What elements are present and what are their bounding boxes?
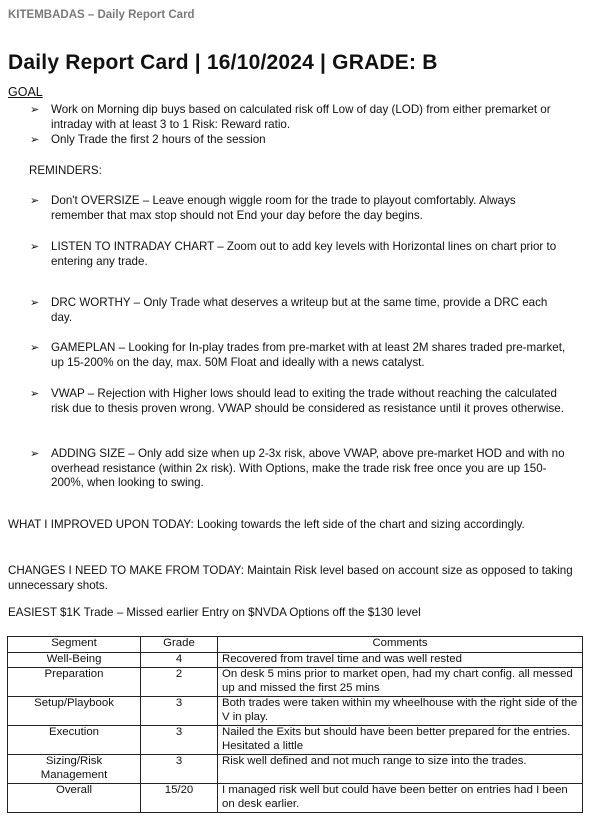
table-row — [8, 726, 583, 755]
segment-cell: Preparation — [8, 668, 141, 697]
document-header: KITEMBADAS – Daily Report Card — [8, 9, 195, 21]
table-row — [8, 668, 583, 697]
reminder-text: VWAP – Rejection with Higher lows should lead to exiting the trade without reaching the calculated risk due to thesis proven wrong. VWAP should be considered as resistance until it proves otherwise. — [51, 387, 564, 415]
easiest-trade: EASIEST $1K Trade – Missed earlier Entry on $NVDA Options off the $130 level — [8, 606, 421, 619]
arrow-bullet-icon: ➢ — [30, 297, 40, 309]
page-title: Daily Report Card | 16/10/2024 | GRADE: B — [8, 51, 438, 74]
grade-table — [7, 636, 583, 813]
goal-text: Only Trade the first 2 hours of the session — [51, 133, 266, 146]
arrow-bullet-icon: ➢ — [30, 241, 40, 253]
arrow-bullet-icon: ➢ — [30, 134, 40, 146]
reminder-text: ADDING SIZE – Only add size when up 2-3x risk, above VWAP, above pre-market HOD and with no overhead resistance (within 2x risk). With Options, make the trade risk free once you are up 150-200%, when looking to swing. — [51, 447, 565, 489]
reminder-text: GAMEPLAN – Looking for In-play trades from pre-market with at least 2M shares traded pre-market, up 15-200% on the day, max. 50M Float and ideally with a news catalyst. — [51, 341, 566, 369]
reminder-item — [30, 387, 570, 416]
reminders-heading: REMINDERS: — [29, 164, 102, 177]
goal-heading: GOAL — [8, 85, 43, 99]
reminder-item — [30, 341, 570, 370]
arrow-bullet-icon: ➢ — [30, 448, 40, 460]
grade-cell: 3 — [141, 697, 218, 726]
segment-cell: Execution — [8, 726, 141, 755]
column-header: Segment — [8, 637, 141, 653]
segment-cell: Setup/Playbook — [8, 697, 141, 726]
grade-cell: 2 — [141, 668, 218, 697]
table-header-row — [8, 637, 583, 653]
reminder-text: Don't OVERSIZE – Leave enough wiggle room for the trade to playout comfortably. Always remember that max stop should not End your day before the day begins. — [51, 194, 516, 222]
column-header: Grade — [141, 637, 218, 653]
segment-cell: Well-Being — [8, 652, 141, 668]
goal-item — [30, 103, 570, 132]
comment-cell: I managed risk well but could have been better on entries had I been on desk earlier. — [218, 784, 583, 813]
table-row — [8, 652, 583, 668]
segment-cell: Overall — [8, 784, 141, 813]
table-row — [8, 697, 583, 726]
comment-cell: On desk 5 mins prior to market open, had my chart config. all messed up and missed the first 25 mins — [218, 668, 583, 697]
grade-cell: 3 — [141, 755, 218, 784]
column-header: Comments — [218, 637, 583, 653]
table-row — [8, 784, 583, 813]
improved-today: WHAT I IMPROVED UPON TODAY: Looking towards the left side of the chart and sizing accordingly. — [8, 518, 525, 531]
comment-cell: Recovered from travel time and was well rested — [218, 652, 583, 668]
changes-needed: CHANGES I NEED TO MAKE FROM TODAY: Maintain Risk level based on account size as opposed to taking unnecessary shots. — [8, 564, 573, 592]
reminder-text: LISTEN TO INTRADAY CHART – Zoom out to add key levels with Horizontal lines on chart prior to entering any trade. — [51, 240, 557, 268]
grade-cell: 3 — [141, 726, 218, 755]
table-row — [8, 755, 583, 784]
arrow-bullet-icon: ➢ — [30, 104, 40, 116]
comment-cell: Both trades were taken within my wheelhouse with the right side of the V in play. — [218, 697, 583, 726]
arrow-bullet-icon: ➢ — [30, 195, 40, 207]
grade-cell: 15/20 — [141, 784, 218, 813]
goal-text: Work on Morning dip buys based on calculated risk off Low of day (LOD) from either premarket or intraday with at least 3 to 1 Risk: Reward ratio. — [51, 103, 551, 131]
reminder-item — [30, 296, 570, 325]
segment-cell: Sizing/Risk Management — [8, 755, 141, 784]
comment-cell: Risk well defined and not much range to size into the trades. — [218, 755, 583, 784]
reminder-text: DRC WORTHY – Only Trade what deserves a writeup but at the same time, provide a DRC each day. — [51, 296, 548, 324]
arrow-bullet-icon: ➢ — [30, 342, 40, 354]
comment-cell: Nailed the Exits but should have been better prepared for the entries. Hesitated a little — [218, 726, 583, 755]
arrow-bullet-icon: ➢ — [30, 388, 40, 400]
goal-item — [30, 133, 570, 148]
reminder-item — [30, 240, 570, 269]
reminder-item — [30, 447, 570, 491]
grade-cell: 4 — [141, 652, 218, 668]
reminder-item — [30, 194, 570, 223]
